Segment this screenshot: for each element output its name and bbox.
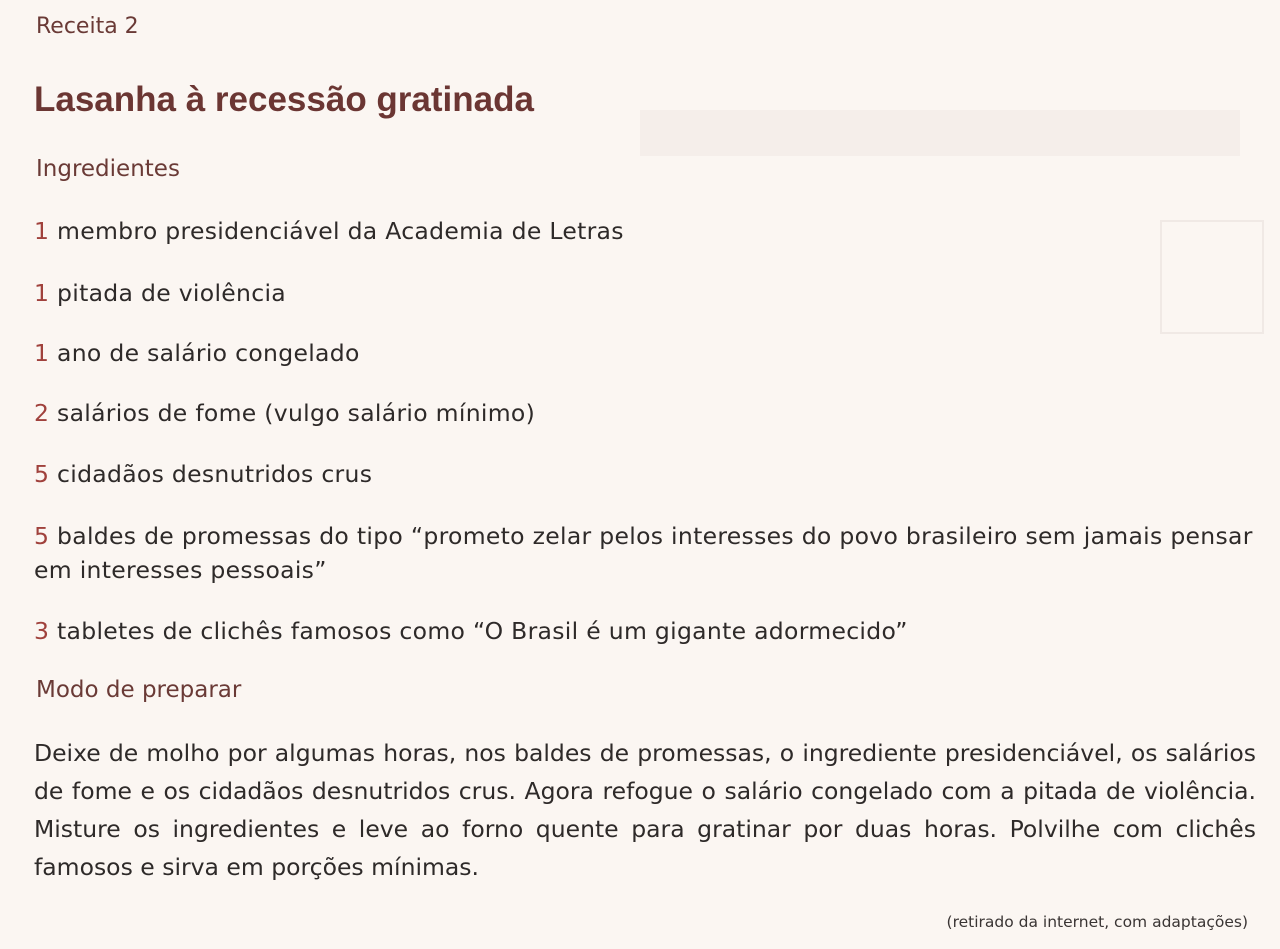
ingredient-item — [34, 336, 1254, 370]
ingredients-heading: Ingredientes — [36, 156, 180, 182]
method-paragraph: Deixe de molho por algumas horas, nos baldes de promessas, o ingrediente presidenciável, os salários de fome e os cidadãos desnutridos crus. Agora refogue o salário congelado com a pitada de violência. Misture os ingredientes e leve ao forno quente para gratinar por duas horas. Polvilhe com clichês famosos e sirva em porções mínimas. — [34, 739, 1256, 881]
ingredient-quantity: 5 — [34, 460, 50, 488]
ingredient-text: salários de fome (vulgo salário mínimo) — [49, 399, 536, 427]
recipe-title: Lasanha à recessão gratinada — [34, 80, 534, 119]
ingredient-quantity: 3 — [34, 617, 50, 645]
ingredient-item — [34, 214, 1254, 248]
ingredient-quantity: 2 — [34, 399, 50, 427]
ingredient-item — [34, 614, 1254, 648]
ingredient-item — [34, 519, 1254, 587]
ingredient-item — [34, 396, 1254, 430]
ingredient-item — [34, 276, 1254, 310]
show-through-shape — [640, 110, 1240, 156]
ingredient-text: tabletes de clichês famosos como “O Brasil é um gigante adormecido” — [49, 617, 908, 645]
ingredient-text: ano de salário congelado — [49, 339, 360, 367]
ingredient-text: membro presidenciável da Academia de Letras — [49, 217, 624, 245]
ingredient-quantity: 1 — [34, 279, 50, 307]
ingredient-text: cidadãos desnutridos crus — [49, 460, 373, 488]
source-note: (retirado da internet, com adaptações) — [946, 913, 1248, 931]
ingredient-text: pitada de violência — [49, 279, 286, 307]
method-heading: Modo de preparar — [36, 677, 242, 703]
ingredient-item — [34, 457, 1254, 491]
ingredient-quantity: 5 — [34, 522, 50, 550]
recipe-number: Receita 2 — [36, 14, 139, 39]
ingredient-quantity: 1 — [34, 339, 50, 367]
ingredient-quantity: 1 — [34, 217, 50, 245]
ingredient-text: baldes de promessas do tipo “prometo zelar pelos interesses do povo brasileiro sem jamais pensar em interesses pessoais” — [34, 522, 1253, 584]
